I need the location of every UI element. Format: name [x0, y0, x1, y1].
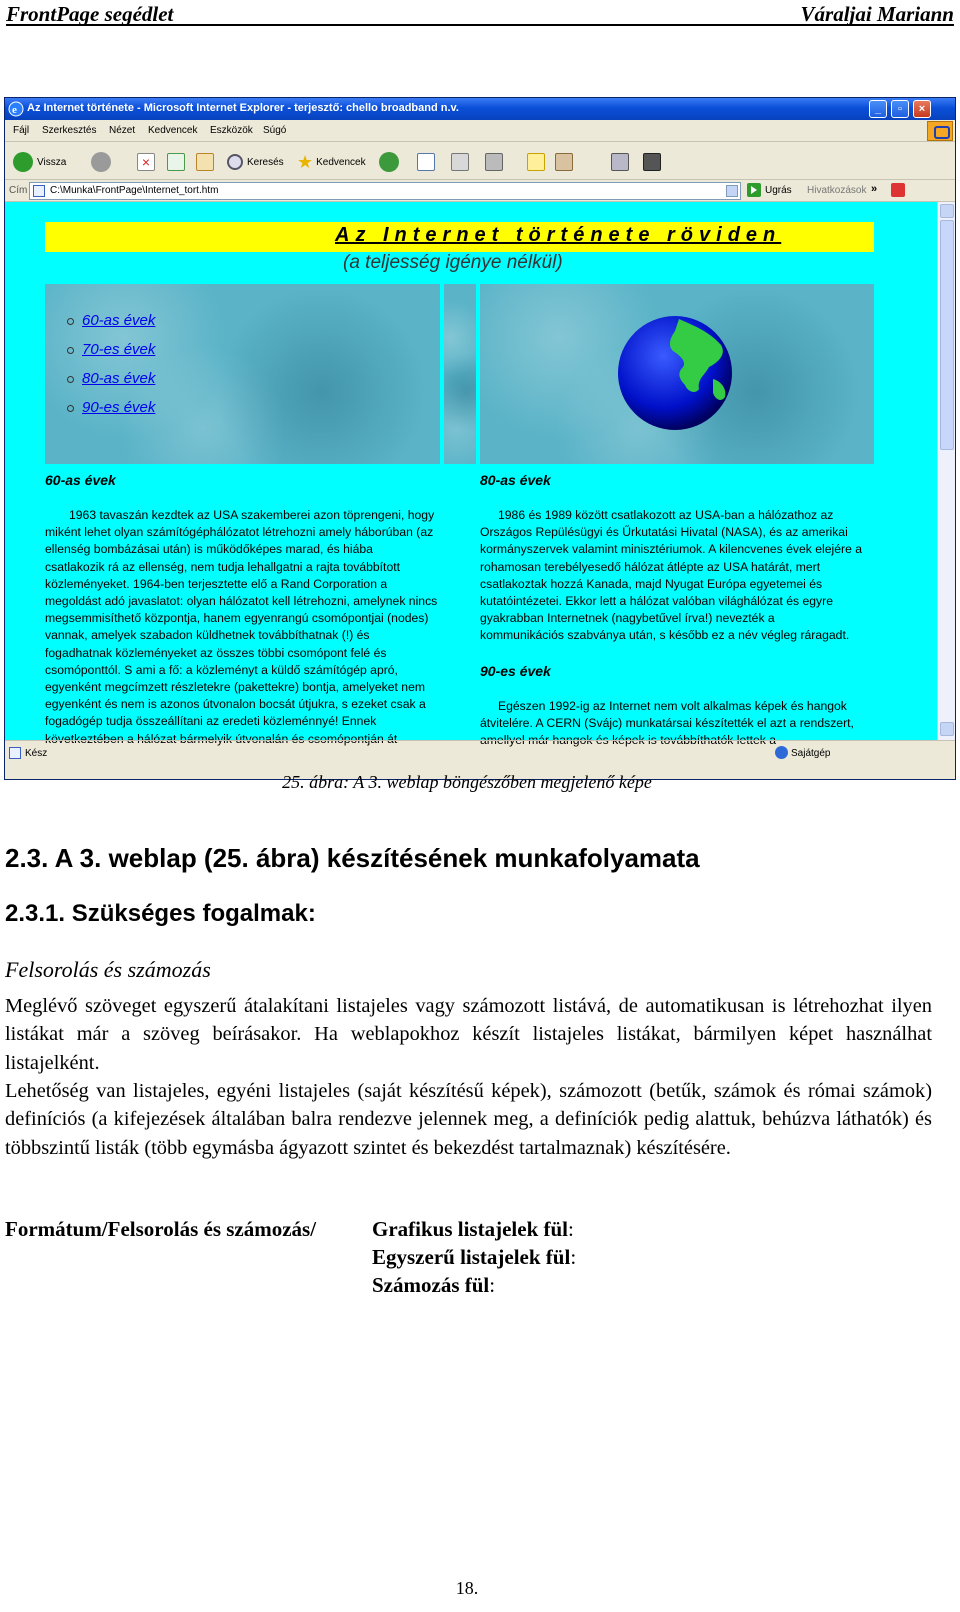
tab-graphic-bullets: Grafikus listajelek fül	[372, 1217, 569, 1241]
address-input[interactable]	[29, 182, 741, 200]
bullet-icon	[67, 347, 74, 354]
refresh-button[interactable]	[167, 151, 185, 173]
text-line: fogadógép tudja összeállítani az eredeti közleménnyé! Ennek	[45, 714, 377, 729]
paragraph-2: Lehetőség van listajeles, egyéni listajeles (saját készítésű képek), számozott (betűk, számok és római számok) definíciós (a kifejezések általában balra rendezve jelennek meg, a definíciók pedig alattuk, behúzva láthatók) és többszintű listák (több egymásba ágyazott szintet és bekezdést tartalmaznak) készítésére.	[5, 1080, 932, 1159]
menu-favorites[interactable]: Kedvencek	[148, 125, 198, 136]
menu-file[interactable]: Fájl	[13, 125, 30, 136]
text-line: rohamosan terebélyesedő hálózat átlépte az USA határát, mert	[480, 559, 821, 574]
back-arrow-icon	[13, 152, 33, 172]
tab-numbering: Számozás fül	[372, 1273, 490, 1297]
text-line: egyenként megcímzett részletekre (pakettekre) bontja, amelyeket nem	[45, 680, 426, 695]
text-line: csomóponttól. S ami a fő: a közleményt a küldő számítógép apró,	[45, 662, 398, 677]
tab-plain-bullets: Egyszerű listajelek fül	[372, 1245, 571, 1269]
format-menu-path	[5, 1217, 316, 1242]
refresh-icon	[167, 153, 185, 171]
stop-icon: ×	[137, 153, 155, 171]
messenger-icon	[555, 153, 573, 171]
media-icon	[643, 153, 661, 171]
menu-link-80s[interactable]	[67, 370, 155, 387]
link-80s[interactable]: 80-as évek	[82, 370, 156, 387]
page-number: 18.	[455, 1578, 479, 1598]
bullet-icon	[67, 405, 74, 412]
browser-window	[4, 97, 956, 780]
history-button[interactable]	[379, 151, 403, 173]
text-line: miként lehet olyan számítógéphálózatot létrehozni amely háborúban (az	[45, 525, 434, 540]
format-path: Formátum/Felsorolás és számozás/	[5, 1217, 317, 1241]
section-text-80s	[480, 507, 874, 645]
scroll-down-icon[interactable]	[940, 722, 954, 736]
address-value: C:\Munka\FrontPage\Internet_tort.htm	[50, 185, 219, 196]
text-line: amellyel már hangok és képek is továbbíthatók lettek a	[480, 733, 777, 748]
search-icon	[227, 154, 243, 170]
divider-panel	[444, 284, 476, 464]
format-tab-2: Egyszerű listajelek fül:	[372, 1245, 577, 1269]
page-icon	[33, 185, 45, 197]
text-line: Országos Repülésügyi és Űrkutatási Hivatal (NASA), és az amerikai	[480, 525, 848, 540]
search-button[interactable]	[227, 151, 284, 173]
favorites-button[interactable]	[297, 151, 366, 173]
home-button[interactable]	[196, 151, 214, 173]
ie-icon	[8, 101, 24, 117]
web-page-viewport	[5, 202, 937, 748]
running-header	[6, 2, 954, 26]
messenger-button[interactable]	[555, 151, 573, 173]
stop-button[interactable]	[137, 151, 155, 173]
go-button[interactable]	[747, 183, 792, 197]
globe-icon	[617, 315, 733, 431]
discuss-button[interactable]	[527, 151, 545, 173]
address-label: Cím	[9, 185, 28, 196]
subsection-heading: 2.3.1. Szükséges fogalmak:	[5, 900, 316, 927]
address-bar	[5, 180, 955, 202]
minimize-button[interactable]: _	[869, 100, 887, 118]
section-heading-90s: 90-es évek	[480, 663, 551, 679]
forward-button[interactable]	[91, 151, 115, 173]
close-button[interactable]: ×	[913, 100, 931, 118]
menu-link-60s[interactable]	[67, 312, 155, 329]
paragraph-1: Meglévő szöveget egyszerű átalakítani listajeles vagy számozott listává, de automatikusan is létrehozhat ilyen listákat már a szöveg beírásakor. Ha weblapokhoz készít listajeles listákat, bármilyen képet használhat listajelként.	[5, 995, 932, 1074]
svg-text:e: e	[12, 104, 17, 116]
section-heading-80s: 80-as évek	[480, 472, 551, 488]
research-button[interactable]	[611, 151, 629, 173]
web-page-subtitle: (a teljesség igénye nélkül)	[343, 252, 563, 273]
menu-link-70s[interactable]	[67, 341, 155, 358]
toolbar	[5, 142, 955, 180]
menu-help[interactable]: Súgó	[263, 125, 287, 136]
text-line: 1963 tavaszán kezdtek az USA szakemberei azon töprengeni, hogy	[69, 508, 435, 522]
media-button[interactable]	[643, 151, 661, 173]
figure-caption: 25. ábra: A 3. weblap böngészőben megjelenő képe	[282, 772, 652, 792]
format-tab-1: Grafikus listajelek fül:	[372, 1217, 574, 1241]
edit-button[interactable]	[485, 151, 503, 173]
text-line: kormányszervek valamint minisztériumok. A kilencvenes évek elejére a	[480, 542, 863, 557]
note-icon	[527, 153, 545, 171]
text-line: közleményeket. 1964-ben terjesztette elő a Rand Corporation a	[45, 576, 388, 591]
menu-link-90s[interactable]	[67, 399, 155, 416]
links-label[interactable]: Hivatkozások	[807, 185, 867, 196]
vertical-scrollbar[interactable]	[937, 202, 955, 740]
status-text: Kész	[25, 748, 48, 759]
search-label: Keresés	[247, 156, 284, 168]
home-icon	[196, 153, 214, 171]
text-line: gyakrabban Internetnek (nagybetűvel írva!) nevezték a	[480, 611, 775, 626]
back-button[interactable]	[13, 151, 66, 173]
section-heading-60s: 60-as évek	[45, 472, 116, 488]
title-bar	[5, 98, 955, 120]
mail-icon	[417, 153, 435, 171]
print-icon	[451, 153, 469, 171]
research-icon	[611, 153, 629, 171]
scroll-up-icon[interactable]	[940, 204, 954, 218]
edit-icon	[485, 153, 503, 171]
back-label: Vissza	[37, 156, 67, 168]
menu-bar	[5, 120, 955, 142]
window-title: Az Internet története - Microsoft Internet Explorer - terjesztő: chello broadband n.v.	[27, 102, 459, 114]
text-line: kommunikációs szabványa után, s később ez a név végleg ráragadt.	[480, 628, 850, 643]
star-icon: ★	[297, 151, 314, 172]
format-tab-3: Számozás fül:	[372, 1273, 496, 1297]
page-done-icon	[9, 747, 21, 759]
text-line: 1986 és 1989 között csatlakozott az USA-ban a hálózathoz az	[498, 508, 834, 522]
go-arrow-icon	[747, 183, 761, 197]
topic-heading: Felsorolás és számozás	[5, 957, 211, 982]
address-dropdown-icon[interactable]	[726, 185, 738, 197]
header-right: Váraljai Mariann	[800, 2, 954, 26]
web-page-title: Az Internet története röviden	[335, 224, 782, 246]
text-line: megsemmisíthető központja, hanem egyenrangú csomópontjai (nodes)	[45, 611, 429, 626]
text-line: csatlakozik rá az ellenség, nem tudja lehallgatni a rajta továbbított	[45, 559, 400, 574]
header-left: FrontPage segédlet	[6, 2, 174, 26]
favorites-label: Kedvencek	[316, 156, 366, 168]
text-line: vannak, amelyek szabadon küldhetnek továbbíthatnak (!) és	[45, 628, 370, 643]
forward-arrow-icon	[91, 152, 111, 172]
menu-view[interactable]: Nézet	[109, 125, 136, 136]
text-line: kutatóintézetei. Ekkor lett a hálózat valóban világhálózat és egyre	[480, 594, 833, 609]
section-heading: 2.3. A 3. weblap (25. ábra) készítésének munkafolyamata	[5, 843, 700, 873]
link-70s[interactable]: 70-es évek	[82, 341, 156, 358]
maximize-button[interactable]: ▫	[891, 100, 909, 118]
text-line: következtében a hálózat bármelyik útvonalán és csomópontján át	[45, 731, 398, 746]
chevron-right-icon[interactable]: »	[871, 183, 878, 195]
go-label: Ugrás	[765, 184, 792, 196]
computer-icon	[775, 746, 788, 759]
bullet-icon	[67, 318, 74, 325]
bullet-icon	[67, 376, 74, 383]
link-60s[interactable]: 60-as évek	[82, 312, 156, 329]
text-line: átvitelére. A CERN (Svájc) munkatársai készítették el azt a rendszert,	[480, 716, 854, 731]
text-line: fogadhatnak közleményeket az összes többi csomópont felé és	[45, 645, 387, 660]
windows-logo-icon	[927, 121, 953, 141]
history-icon	[379, 152, 399, 172]
text-line: csatlakoztak hozzá Kanada, majd Nyugat Európa egyetemei és	[480, 576, 823, 591]
menu-tools[interactable]: Eszközök	[210, 125, 253, 136]
zone-text: Sajátgép	[791, 748, 831, 759]
menu-edit[interactable]: Szerkesztés	[42, 125, 97, 136]
print-button[interactable]	[451, 151, 469, 173]
text-line: ellenség bombázásai után) is működőképes marad, és hiába	[45, 542, 373, 557]
link-90s[interactable]: 90-es évek	[82, 399, 156, 416]
section-text-60s	[45, 507, 441, 748]
mail-button[interactable]	[417, 151, 435, 173]
text-line: Egészen 1992-ig az Internet nem volt alkalmas képek és hangok	[498, 699, 847, 713]
scroll-thumb[interactable]	[940, 220, 954, 450]
text-line: egyenként és nem is azonos útvonalon bocsát útjukra, s ezeket csak a	[45, 697, 426, 712]
text-line: megoldást adó javaslatot: olyan hálózatot kell létrehozni, amelynek nincs	[45, 594, 438, 609]
pdf-icon[interactable]	[891, 183, 905, 197]
